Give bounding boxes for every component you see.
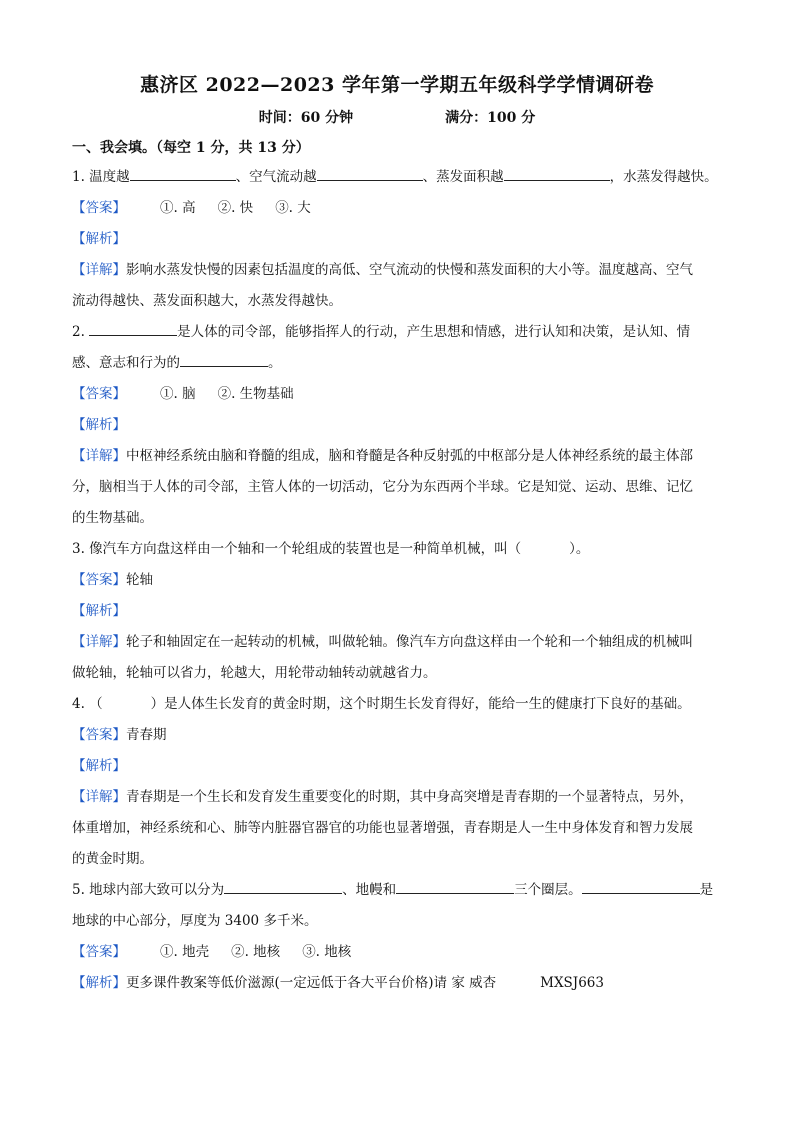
detail-tag: 【详解】 — [72, 262, 126, 278]
answer-blank — [504, 166, 610, 181]
question-4: 4. （ ）是人体生长发育的黄金时期，这个时期生长发育得好，能给一生的健康打下良好的基础。 — [72, 696, 691, 712]
answer-blank — [89, 321, 177, 336]
analysis-line: 【解析】更多课件教案等低价滋源(一定远低于各大平台价格)请 家 威杏 MXSJ663 — [72, 968, 722, 999]
answer-blank — [224, 879, 342, 894]
answer-line: 【答案】 ①. 地壳 ②. 地核 ③. 地核 — [72, 937, 722, 968]
question-3: 3. 像汽车方向盘这样由一个轴和一个轮组成的装置也是一种简单机械，叫（ ）。 — [72, 541, 590, 557]
analysis-line — [72, 751, 722, 782]
answer-tag: 【答案】 — [72, 386, 126, 402]
detail-line: 【详解】轮子和轴固定在一起转动的机械，叫做轮轴。像汽车方向盘这样由一个轮和一个轴组成的机械叫 — [72, 627, 722, 658]
detail-tag: 【详解】 — [72, 448, 126, 464]
answer-blank — [317, 166, 423, 181]
exam-score: 满分：100 分 — [445, 110, 536, 126]
answer-blank — [130, 166, 236, 181]
analysis-tag: 【解析】 — [72, 975, 126, 991]
analysis-line — [72, 224, 722, 255]
question-5: 5. 地球内部大致可以分为 、地幔和 三个圈层。 是 — [72, 875, 722, 906]
question-2: 2. 是人体的司令部，能够指挥人的行动，产生思想和情感，进行认知和决策，是认知、情 — [72, 317, 722, 348]
answer-blank — [180, 352, 268, 367]
answer-tag: 【答案】 — [72, 572, 126, 588]
answer-tag: 【答案】 — [72, 944, 126, 960]
section-heading: 一、我会填。（每空 1 分，共 13 分） — [72, 140, 310, 156]
analysis-tag: 【解析】 — [72, 231, 126, 247]
detail-line: 的生物基础。 — [72, 510, 153, 526]
detail-line: 【详解】影响水蒸发快慢的因素包括温度的高低、空气流动的快慢和蒸发面积的大小等。温度越高、空气 — [72, 255, 722, 286]
analysis-tag: 【解析】 — [72, 603, 126, 619]
detail-tag: 【详解】 — [72, 634, 126, 650]
answer-line: 【答案】轮轴 — [72, 565, 722, 596]
analysis-line — [72, 596, 722, 627]
exam-meta — [72, 104, 722, 132]
question-2-cont: 感、意志和行为的 。 — [72, 348, 722, 379]
answer-tag: 【答案】 — [72, 200, 126, 216]
exam-time: 时间：60 分钟 — [258, 110, 354, 126]
detail-line: 流动得越快、蒸发面积越大，水蒸发得越快。 — [72, 293, 342, 309]
watermark-code: MXSJ663 — [540, 975, 604, 991]
detail-tag: 【详解】 — [72, 789, 126, 805]
analysis-tag: 【解析】 — [72, 758, 126, 774]
detail-line: 做轮轴，轮轴可以省力，轮越大，用轮带动轴转动就越省力。 — [72, 665, 437, 681]
page-title: 惠济区 2022—2023 学年第一学期五年级科学学情调研卷 — [140, 74, 654, 96]
question-1: 1. 温度越 、空气流动越 、蒸发面积越 ，水蒸发得越快。 — [72, 162, 722, 193]
detail-line: 分，脑相当于人体的司令部，主管人体的一切活动，它分为东西两个半球。它是知觉、运动、思维、记忆 — [72, 479, 693, 495]
answer-blank — [396, 879, 514, 894]
question-5-cont: 地球的中心部分，厚度为 3400 多千米。 — [72, 913, 318, 929]
detail-line: 的黄金时期。 — [72, 851, 153, 867]
answer-line: 【答案】 ①. 脑 ②. 生物基础 — [72, 379, 722, 410]
detail-line: 体重增加，神经系统和心、肺等内脏器官器官的功能也显著增强，青春期是人一生中身体发育和智力发展 — [72, 820, 693, 836]
answer-blank — [582, 879, 700, 894]
detail-line: 【详解】中枢神经系统由脑和脊髓的组成，脑和脊髓是各种反射弧的中枢部分是人体神经系统的最主体部 — [72, 441, 722, 472]
answer-line: 【答案】青春期 — [72, 720, 722, 751]
answer-tag: 【答案】 — [72, 727, 126, 743]
detail-line: 【详解】青春期是一个生长和发育发生重要变化的时期，其中身高突增是青春期的一个显著特点，另外， — [72, 782, 722, 813]
analysis-line — [72, 410, 722, 441]
analysis-tag: 【解析】 — [72, 417, 126, 433]
answer-line: 【答案】 ①. 高 ②. 快 ③. 大 — [72, 193, 722, 224]
